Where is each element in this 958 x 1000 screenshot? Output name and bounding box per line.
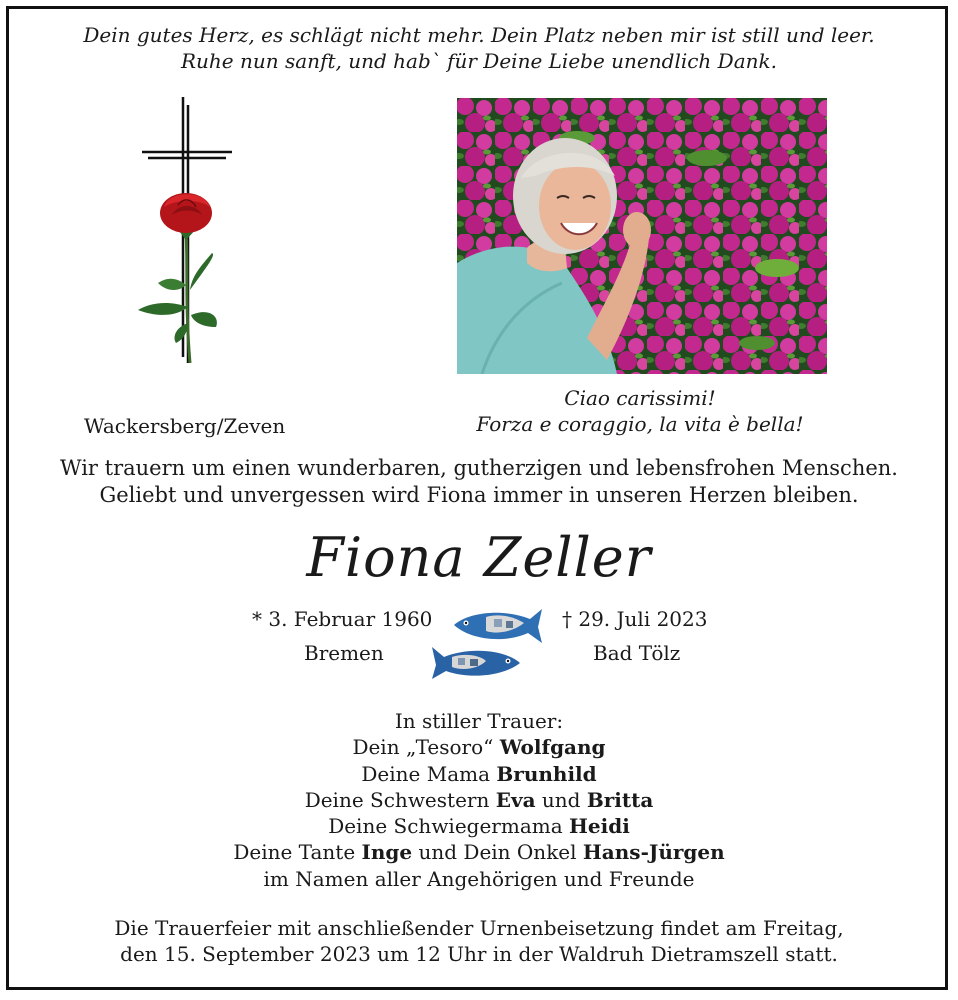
- quote-line-2: Forza e coraggio, la vita è bella!: [476, 412, 804, 436]
- quote-line-1: Ciao carissimi!: [564, 386, 716, 410]
- family-line-sisters: Deine Schwestern Eva und Britta: [304, 787, 654, 812]
- family-line-mother-in-law: Deine Schwiegermama Heidi: [328, 814, 630, 839]
- family-line-aunt-uncle: Deine Tante Inge und Dein Onkel Hans-Jürgen: [233, 840, 725, 865]
- service-info: [0, 915, 958, 967]
- fish-icon: [428, 641, 524, 683]
- family-intro: In stiller Trauer:: [394, 709, 564, 733]
- mourning-line-2: Geliebt und unvergessen wird Fiona immer in unseren Herzen bleiben.: [99, 483, 859, 507]
- birth-place: Bremen: [304, 641, 384, 665]
- death-date: † 29. Juli 2023: [562, 607, 708, 631]
- birth-date: * 3. Februar 1960: [252, 607, 433, 631]
- mourning-text: [0, 455, 958, 509]
- family-line-relatives: im Namen aller Angehörigen und Freunde: [263, 866, 695, 891]
- family-line-mama: Deine Mama Brunhild: [361, 761, 597, 786]
- service-line-2: den 15. September 2023 um 12 Uhr in der Waldruh Dietramszell statt.: [120, 942, 838, 966]
- mourning-line-1: Wir trauern um einen wunderbaren, gutherzigen und lebensfrohen Menschen.: [60, 456, 898, 480]
- motto: [0, 22, 958, 74]
- motto-line-2: Ruhe nun sanft, und hab` für Deine Liebe unendlich Dank.: [180, 49, 777, 73]
- location: Wackersberg/Zeven: [84, 414, 286, 438]
- family-list: [0, 708, 958, 892]
- farewell-quote: [440, 385, 840, 437]
- family-line-tesoro: Dein „Tesoro“ Wolfgang: [352, 735, 606, 760]
- service-line-1: Die Trauerfeier mit anschließender Urnenbeisetzung findet am Freitag,: [114, 916, 844, 940]
- cross-with-rose-icon: [128, 95, 248, 375]
- portrait-photo: [457, 98, 827, 374]
- motto-line-1: Dein gutes Herz, es schlägt nicht mehr. Dein Platz neben mir ist still und leer.: [83, 23, 875, 47]
- deceased-name: Fiona Zeller: [306, 526, 652, 589]
- death-place: Bad Tölz: [593, 641, 681, 665]
